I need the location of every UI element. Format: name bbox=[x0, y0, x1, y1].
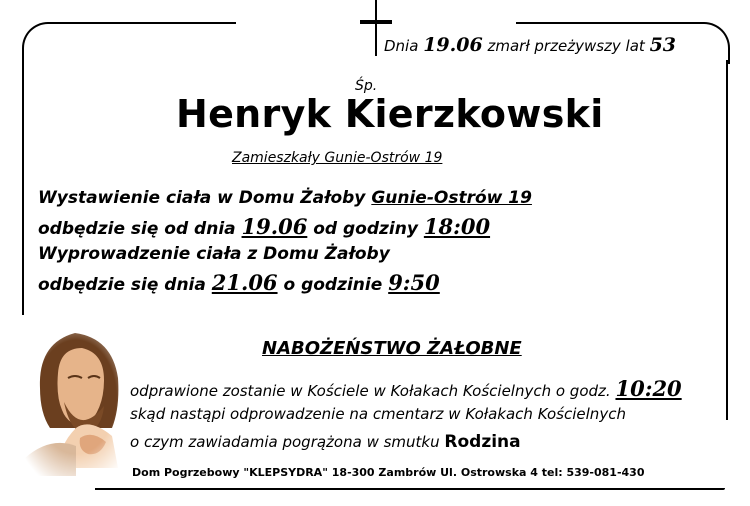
death-middle-text: zmarł przeżywszy lat bbox=[487, 37, 645, 55]
deceased-name: Henryk Kierzkowski bbox=[176, 92, 604, 136]
viewing-place: Gunie-Ostrów 19 bbox=[371, 188, 532, 208]
service-text: odprawione zostanie w Kościele w Kołakach Kościelnych o godz. bbox=[130, 382, 611, 400]
residence: Zamieszkały Gunie-Ostrów 19 bbox=[232, 150, 443, 166]
viewing-line-1 bbox=[38, 188, 532, 208]
service-line-3 bbox=[130, 432, 521, 452]
service-line-1 bbox=[130, 376, 682, 401]
viewing-time-prefix: od godziny bbox=[313, 219, 418, 239]
cross-icon-bar bbox=[360, 20, 392, 22]
viewing-text: Wystawienie ciała w Domu Żałoby bbox=[38, 188, 366, 208]
service-line-2: skąd nastąpi odprowadzenie na cmentarz w Kołakach Kościelnych bbox=[130, 405, 626, 423]
frame-right-border bbox=[726, 60, 728, 420]
honorific: Śp. bbox=[355, 78, 378, 94]
family-word: Rodzina bbox=[444, 432, 521, 452]
departure-time: 9:50 bbox=[388, 270, 440, 295]
viewing-date: 19.06 bbox=[241, 214, 308, 239]
frame-gap-left bbox=[236, 18, 360, 26]
death-age: 53 bbox=[649, 34, 677, 56]
frame-left-border bbox=[22, 60, 24, 315]
death-date: 19.06 bbox=[423, 34, 483, 56]
departure-time-prefix: o godzinie bbox=[283, 275, 383, 295]
cross-icon bbox=[375, 0, 377, 56]
viewing-line-3: Wyprowadzenie ciała z Domu Żałoby bbox=[38, 244, 390, 264]
frame-bottom-border bbox=[95, 488, 725, 490]
viewing-line-4 bbox=[38, 270, 440, 295]
praying-jesus-portrait bbox=[20, 318, 132, 476]
service-time: 10:20 bbox=[615, 376, 682, 401]
family-notice: o czym zawiadamia pogrążona w smutku bbox=[130, 433, 440, 451]
funeral-home-footer: Dom Pogrzebowy "KLEPSYDRA" 18-300 Zambrów Ul. Ostrowska 4 tel: 539-081-430 bbox=[132, 466, 645, 479]
departure-date: 21.06 bbox=[211, 270, 278, 295]
service-title: NABOŻEŃSTWO ŻAŁOBNE bbox=[262, 338, 522, 359]
departure-date-prefix: odbędzie się dnia bbox=[38, 275, 206, 295]
viewing-date-prefix: odbędzie się od dnia bbox=[38, 219, 236, 239]
frame-gap-right bbox=[392, 18, 516, 26]
death-prefix: Dnia bbox=[384, 37, 419, 55]
death-info bbox=[384, 34, 676, 56]
viewing-time: 18:00 bbox=[423, 214, 491, 239]
viewing-line-2 bbox=[38, 214, 490, 239]
